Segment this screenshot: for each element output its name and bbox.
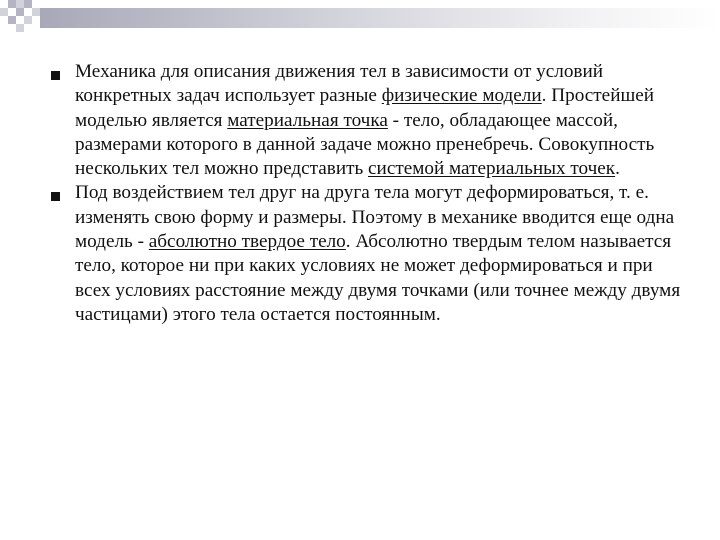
header-decoration [0, 0, 720, 40]
link-material-point[interactable]: материальная точка [227, 109, 388, 131]
deco-square [16, 8, 24, 16]
bullet-text [75, 181, 688, 327]
slide-content [48, 60, 688, 327]
deco-square [0, 8, 8, 16]
link-physical-models[interactable]: физические модели [381, 85, 542, 107]
deco-square [24, 16, 32, 24]
deco-square [16, 0, 24, 8]
text-run: . Абсолютно твердым телом называется тело, которое ни при каких условиях не может деформироваться и при всех условиях расстояние между двумя точками (или точнее между двумя частицами) этого тела остается постоянным. [75, 231, 681, 325]
deco-square [8, 0, 16, 8]
deco-square [32, 8, 40, 16]
deco-square [8, 8, 16, 16]
text-run: . Простейшей моделью является [75, 85, 655, 131]
link-system-of-points[interactable]: системой материальных точек [368, 158, 616, 180]
text-run: - тело, обладающее массой, размерами которого в данной задаче можно пренебречь. Совокупность нескольких тел можно представить [75, 109, 655, 180]
square-bullet-icon [51, 71, 60, 80]
header-gradient-band [40, 8, 720, 28]
link-rigid-body[interactable]: абсолютно твердое тело [148, 231, 346, 253]
deco-square [24, 0, 32, 8]
bullet-item-1 [48, 60, 688, 181]
deco-square [8, 16, 16, 24]
text-run: Под воздействием тел друг на друга тела могут деформироваться, т. е. изменять свою форму и размеры. Поэтому в механике вводится еще одна модель - [75, 182, 675, 253]
text-run: Механика для описания движения тел в зависимости от условий конкретных задач использует разные [75, 61, 604, 107]
deco-square [16, 24, 24, 32]
square-bullet-icon [51, 192, 60, 201]
bullet-item-2 [48, 181, 688, 327]
text-run: . [615, 158, 620, 180]
bullet-text [75, 60, 688, 181]
